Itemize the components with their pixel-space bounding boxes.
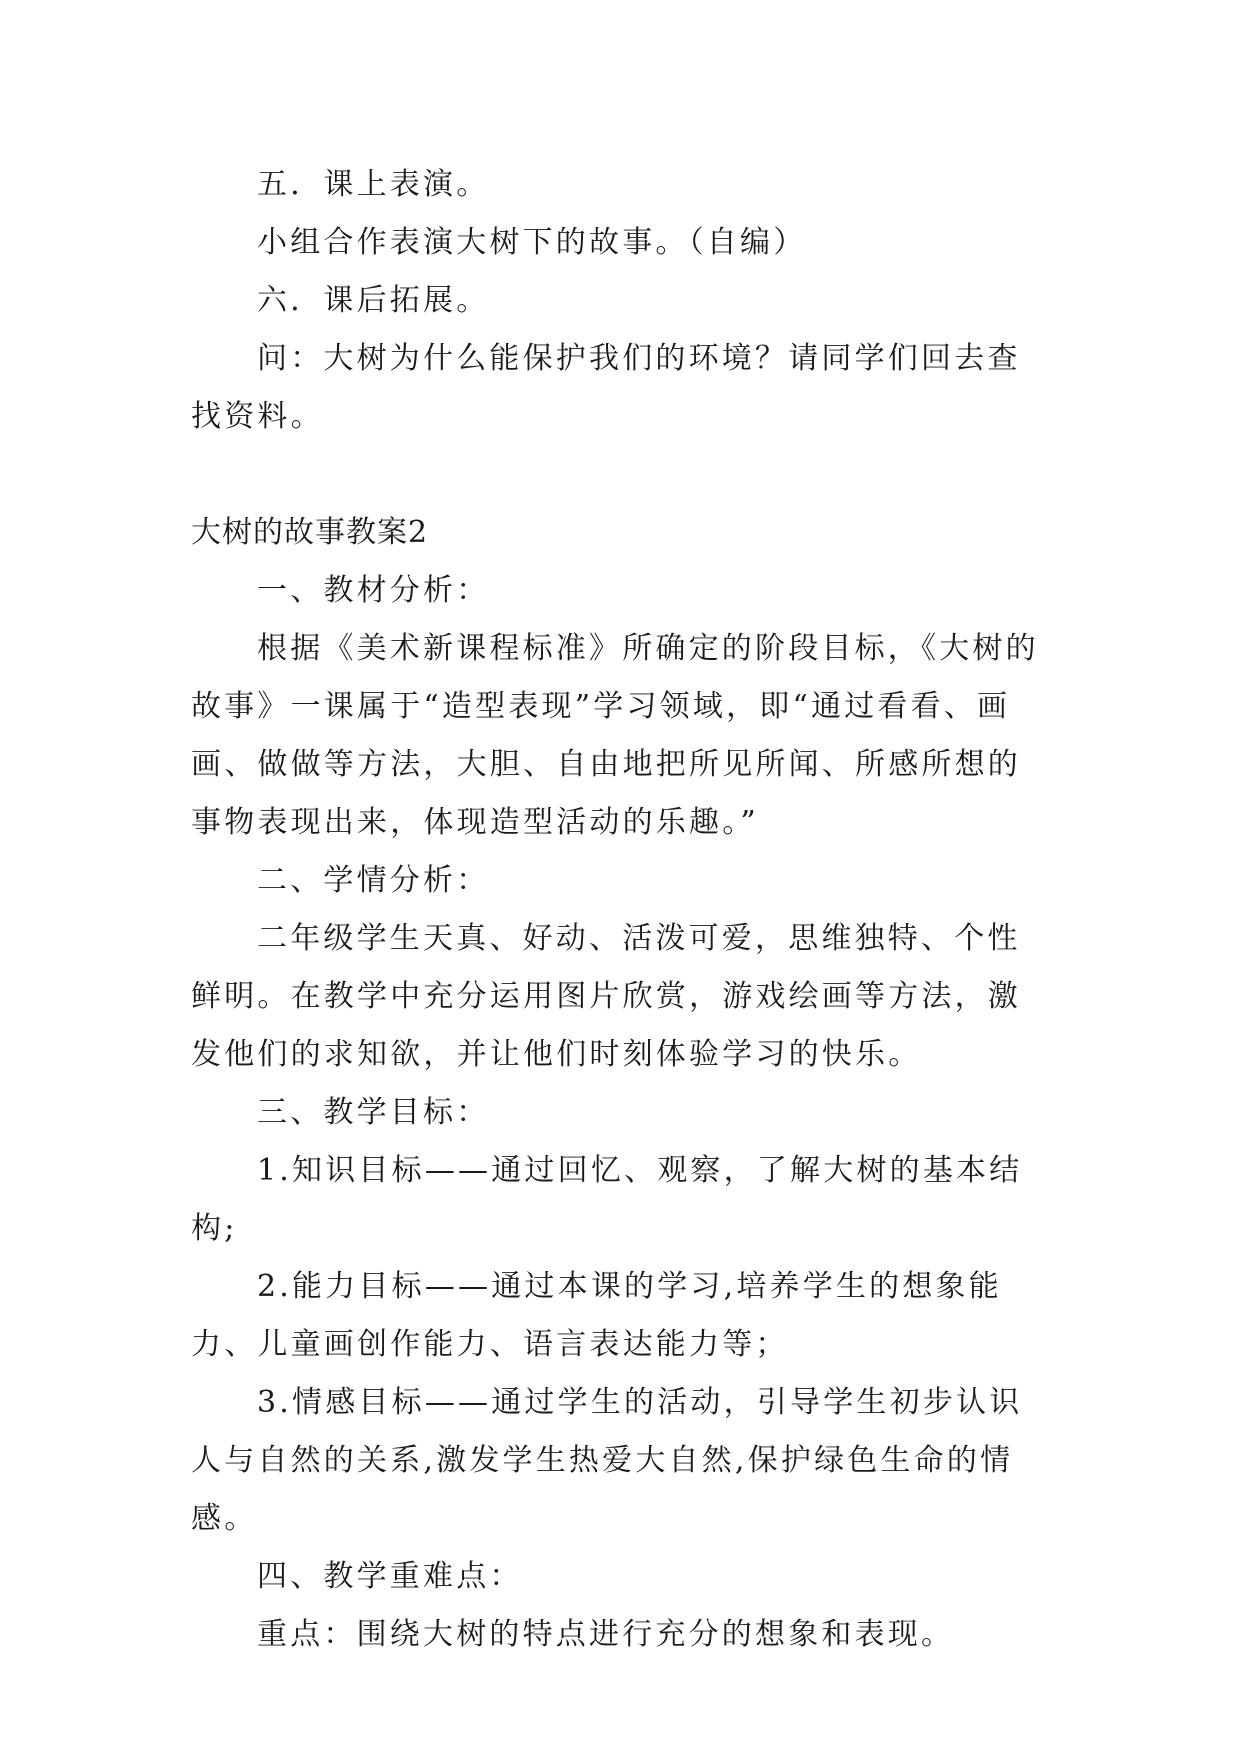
paragraph-goal-emotion: 3.情感目标——通过学生的活动，引导学生初步认识人与自然的关系,激发学生热爱大自然,保护绿色生命的情感。: [191, 1385, 1023, 1536]
paragraph-goal-knowledge: 1.知识目标——通过回忆、观察，了解大树的基本结构;: [191, 1153, 1023, 1246]
paragraph-extension-question: 问：大树为什么能保护我们的环境？请同学们回去查找资料。: [191, 341, 1021, 434]
paragraph-material-analysis-body: 根据《美术新课程标准》所确定的阶段目标，《大树的故事》一课属于“造型表现”学习领域，即“通过看看、画画、做做等方法，大胆、自由地把所见所闻、所感所想的事物表现出来，体现造型活动的乐趣。”: [191, 631, 1039, 840]
paragraph-goal-ability: 2.能力目标——通过本课的学习,培养学生的想象能力、儿童画创作能力、语言表达能力等；: [191, 1269, 1002, 1362]
paragraph-student-analysis-heading: 二、学情分析：: [257, 863, 490, 898]
paragraph-performance-body: 小组合作表演大树下的故事。（自编）: [257, 225, 807, 260]
lesson-plan-title: 大树的故事教案2: [191, 515, 429, 550]
section-gap: [191, 446, 1051, 504]
paragraph-key-point: 重点：围绕大树的特点进行充分的想象和表现。: [257, 1617, 955, 1652]
paragraph-extension-heading: 六．课后拓展。: [257, 283, 490, 318]
paragraph-student-analysis-body: 二年级学生天真、好动、活泼可爱，思维独特、个性鲜明。在教学中充分运用图片欣赏，游戏绘画等方法，激发他们的求知欲，并让他们时刻体验学习的快乐。: [191, 921, 1021, 1072]
paragraph-material-analysis-heading: 一、教材分析：: [257, 573, 490, 608]
paragraph-goals-heading: 三、教学目标：: [257, 1095, 490, 1130]
document-page: [191, 156, 1051, 1664]
paragraph-key-points-heading: 四、教学重难点：: [257, 1559, 523, 1594]
paragraph-performance-heading: 五．课上表演。: [257, 167, 490, 202]
